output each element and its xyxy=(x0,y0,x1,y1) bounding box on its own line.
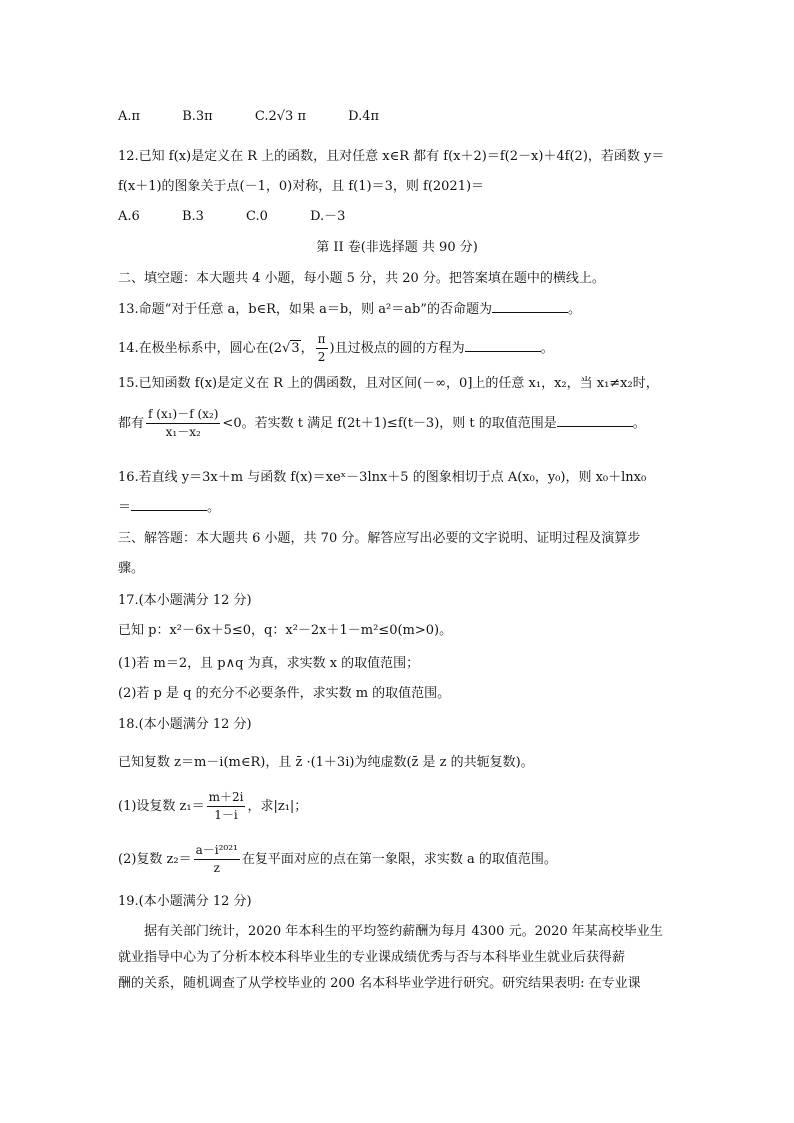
q15-prefix: 都有 xyxy=(118,416,145,431)
q15-line-2 xyxy=(118,407,646,440)
q18-given: 已知复数 z＝m－i(m∈R)，且 z̄ ·(1＋3i)为纯虚数(z̄ 是 z 的共轭复数)。 xyxy=(118,755,534,770)
q13-answer-blank xyxy=(492,300,568,313)
q18-part1-prefix: (1)设复数 z₁＝ xyxy=(118,799,205,814)
q15-fraction xyxy=(146,407,220,440)
q15-frac-den: x₁－x₂ xyxy=(165,425,201,439)
q11-option-d: D.4π xyxy=(348,109,380,124)
q15-answer-blank xyxy=(557,414,633,427)
q15-end: 。 xyxy=(632,416,646,431)
q14-sqrt-value: 3 xyxy=(291,341,300,356)
q14-fraction xyxy=(316,332,328,365)
q18-part2-fraction xyxy=(194,843,240,876)
q18-part1-fraction xyxy=(207,790,246,823)
q16-line-1: 16.若直线 y＝3x＋m 与函数 f(x)＝xeˣ－3lnx＋5 的图象相切于点 A(x₀，y₀)，则 x₀＋lnx₀ xyxy=(118,470,647,485)
q14-sep: ， xyxy=(300,341,314,356)
q17-title: 17.(本小题满分 12 分) xyxy=(118,593,252,608)
q17-given: 已知 p：x²－6x＋5≤0，q：x²－2x＋1－m²≤0(m>0)。 xyxy=(118,623,453,638)
q13 xyxy=(118,300,581,319)
q18-part2-suffix: 在复平面对应的点在第一象限，求实数 a 的取值范围。 xyxy=(241,852,557,867)
q12-options xyxy=(118,208,345,226)
q13-text: 13.命题“对于任意 a，b∈R，如果 a＝b，则 a²＝ab”的否命题为 xyxy=(118,302,492,317)
q16-answer-blank xyxy=(131,498,207,511)
q19-body xyxy=(118,919,678,997)
q12-line-1: 12.已知 f(x)是定义在 R 上的函数，且对任意 x∈R 都有 f(x＋2)＝f(2－x)＋4f(2)，若函数 y＝ xyxy=(118,149,665,164)
section3-header-line-1: 三、解答题：本大题共 6 小题，共 70 分。解答应写出必要的文字说明、证明过程及演算步 xyxy=(118,531,641,546)
section3-header-line-2: 骤。 xyxy=(118,561,145,576)
q16-prefix: ＝ xyxy=(118,500,132,515)
q12-option-a: A.6 xyxy=(118,209,140,224)
q18-part2-num: a－i²⁰²¹ xyxy=(194,843,240,860)
q19-body-line-3: 酬的关系，随机调查了从学校毕业的 200 名本科毕业学进行研究。研究结果表明: 在专业课 xyxy=(118,976,641,991)
q12-option-b: B.3 xyxy=(181,209,204,224)
q16-line-2 xyxy=(118,498,220,517)
q19-body-line-2: 就业指导中心为了分析本校本科毕业生的专业课成绩优秀与否与本科毕业生就业后获得薪 xyxy=(118,950,626,965)
q13-end: 。 xyxy=(567,302,581,317)
q18-part1-num: m＋2i xyxy=(207,790,246,807)
q18-part2-den: z xyxy=(213,861,220,875)
q18-part2 xyxy=(118,843,557,876)
q11-options xyxy=(118,108,379,126)
q12-option-d: D.－3 xyxy=(310,209,346,224)
q17-part2: (2)若 p 是 q 的充分不必要条件，求实数 m 的取值范围。 xyxy=(118,686,451,701)
q14-prefix: 14.在极坐标系中，圆心在(2 xyxy=(118,341,283,356)
q12-line-2: f(x＋1)的图象关于点(－1，0)对称，且 f(1)＝3，则 f(2021)＝ xyxy=(118,179,485,194)
q14-frac-den: 2 xyxy=(317,350,326,364)
q15-line-1: 15.已知函数 f(x)是定义在 R 上的偶函数，且对区间(－∞，0]上的任意 x₁，x₂，当 x₁≠x₂时， xyxy=(118,376,659,391)
q18-part1 xyxy=(118,790,307,823)
q15-suffix: <0。若实数 t 满足 f(2t＋1)≤f(t－3)，则 t 的取值范围是 xyxy=(222,416,557,431)
q14-answer-blank xyxy=(465,339,541,352)
q14-suffix: )且过极点的圆的方程为 xyxy=(329,341,465,356)
q17-part1: (1)若 m＝2，且 p∧q 为真，求实数 x 的取值范围； xyxy=(118,656,420,671)
q14 xyxy=(118,332,554,365)
q18-part1-den: 1－i xyxy=(214,808,238,822)
q18-part1-suffix: ，求|z₁|； xyxy=(247,799,308,814)
q15-frac-num: f (x₁)－f (x₂) xyxy=(146,407,220,424)
q19-title: 19.(本小题满分 12 分) xyxy=(118,894,252,909)
q12-option-c: C.0 xyxy=(246,209,268,224)
q11-option-b: B.3π xyxy=(182,109,213,124)
q18-title: 18.(本小题满分 12 分) xyxy=(118,717,252,732)
q14-frac-num: π xyxy=(316,332,328,349)
q19-body-line-1: 据有关部门统计，2020 年本科生的平均签约薪酬为每月 4300 元。2020 年某高校毕业生 xyxy=(144,924,663,939)
q14-sqrt: √3 xyxy=(282,341,300,356)
q11-option-c: C.2√3 π xyxy=(254,109,306,124)
section2-header: 二、填空题：本大题共 4 小题，每小题 5 分，共 20 分。把答案填在题中的横线上。 xyxy=(118,271,605,286)
q11-option-a: A.π xyxy=(118,109,141,124)
part2-title: 第 II 卷(非选择题 共 90 分) xyxy=(316,240,478,255)
q14-end: 。 xyxy=(540,341,554,356)
q18-part2-prefix: (2)复数 z₂＝ xyxy=(118,852,192,867)
q16-end: 。 xyxy=(207,500,221,515)
